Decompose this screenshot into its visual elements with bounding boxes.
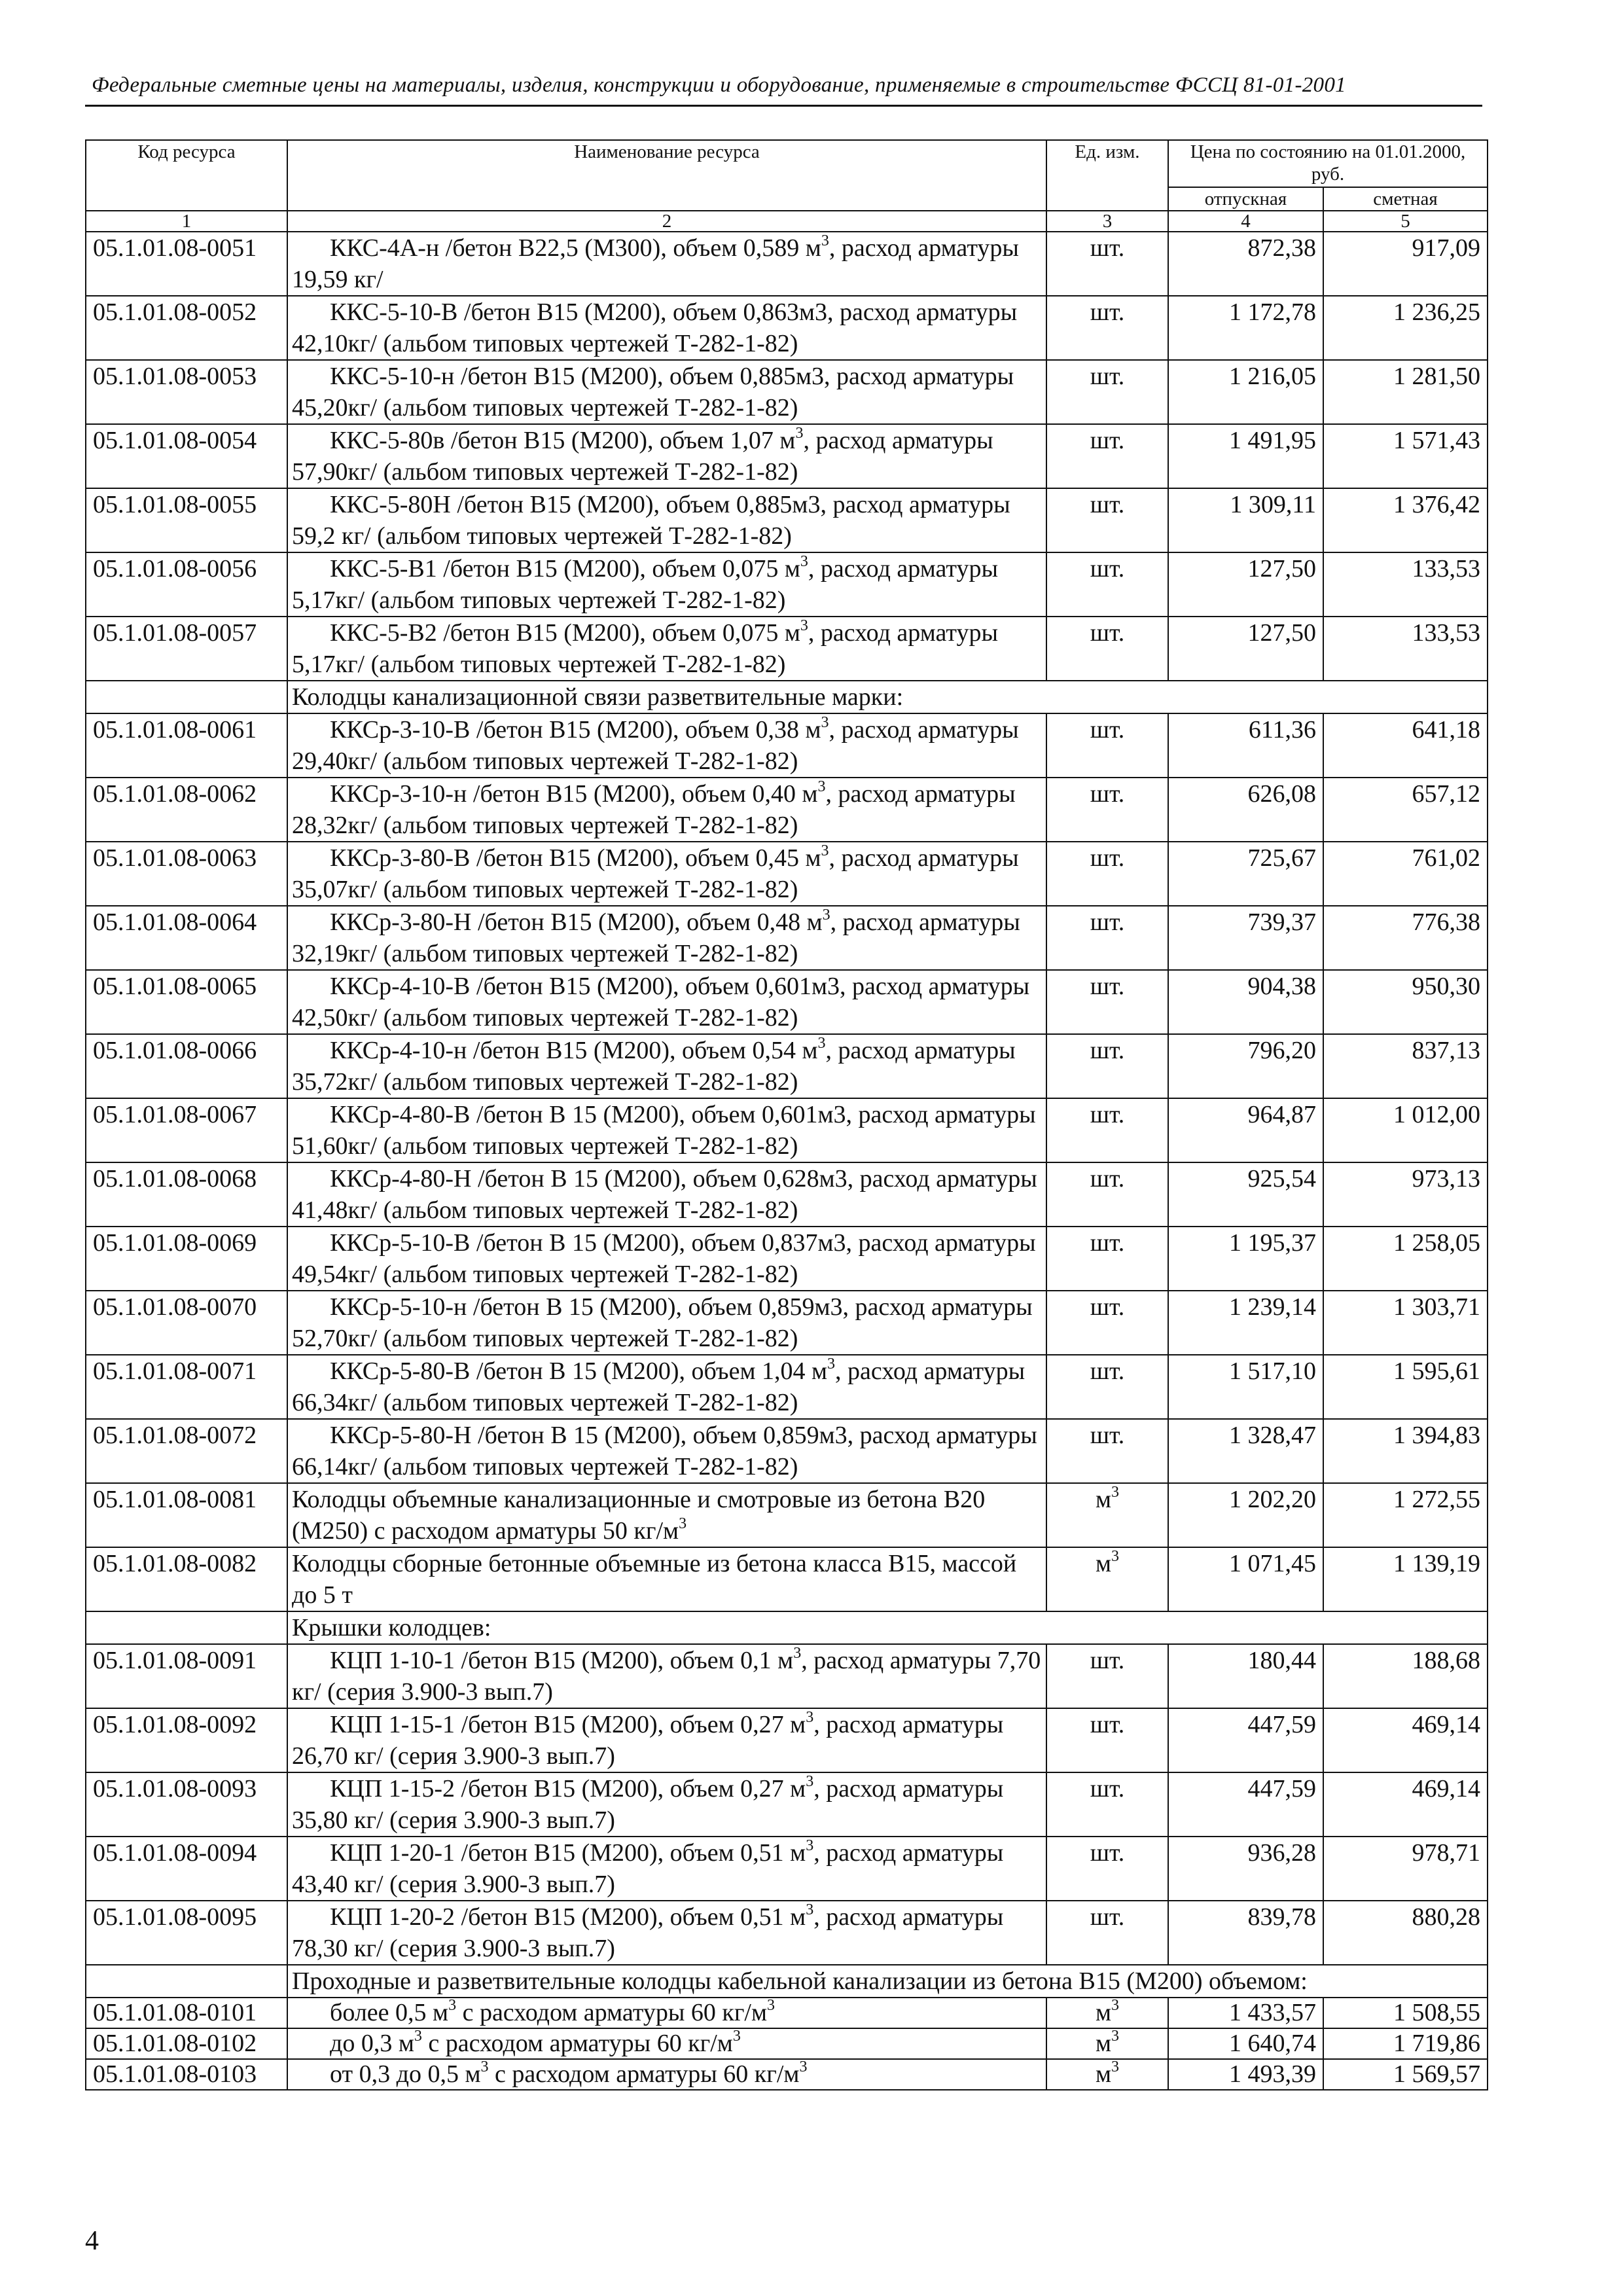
resource-code: 05.1.01.08-0092 xyxy=(86,1708,287,1772)
price-release: 180,44 xyxy=(1168,1644,1323,1708)
resource-name xyxy=(287,1998,1046,2028)
resource-unit: шт. xyxy=(1046,1708,1168,1772)
price-estimate: 978,71 xyxy=(1323,1837,1488,1901)
table-row xyxy=(86,1034,1488,1098)
price-release: 936,28 xyxy=(1168,1837,1323,1901)
price-release: 1 433,57 xyxy=(1168,1998,1323,2028)
table-row xyxy=(86,1162,1488,1227)
price-release: 1 239,14 xyxy=(1168,1291,1323,1355)
resource-name xyxy=(287,1291,1046,1355)
column-number: 2 xyxy=(287,211,1046,232)
resource-name-text: КЦП 1-15-1 /бетон В15 (М200), объем 0,27 $м^3$, расход арматуры 26,70 кг/ (серия 3.900-3 вып.7) xyxy=(292,1709,1004,1770)
price-estimate: 917,09 xyxy=(1323,232,1488,296)
price-release: 447,59 xyxy=(1168,1708,1323,1772)
section-code-cell xyxy=(86,1965,287,1998)
resource-unit: шт. xyxy=(1046,1227,1168,1291)
section-title: Проходные и разветвительные колодцы кабельной канализации из бетона В15 (М200) объемом: xyxy=(287,1965,1488,1998)
resource-unit: шт. xyxy=(1046,1772,1168,1837)
price-estimate: 1 376,42 xyxy=(1323,488,1488,552)
resource-code: 05.1.01.08-0101 xyxy=(86,1998,287,2028)
resource-name xyxy=(287,1355,1046,1419)
resource-name-text: ККС-5-В1 /бетон В15 (М200), объем 0,075 $м^3$, расход арматуры 5,17кг/ (альбом типовых чертежей Т-282-1-82) xyxy=(292,553,999,614)
resource-unit: шт. xyxy=(1046,617,1168,681)
price-estimate: 880,28 xyxy=(1323,1901,1488,1965)
resource-name xyxy=(287,488,1046,552)
table-row xyxy=(86,488,1488,552)
price-estimate: 133,53 xyxy=(1323,617,1488,681)
resource-name-text: ККСр-4-10-н /бетон В15 (М200), объем 0,54 $м^3$, расход арматуры 35,72кг/ (альбом типовых чертежей Т-282-1-82) xyxy=(292,1035,1016,1096)
resource-name-text: ККС-5-В2 /бетон В15 (М200), объем 0,075 $м^3$, расход арматуры 5,17кг/ (альбом типовых чертежей Т-282-1-82) xyxy=(292,617,999,678)
section-code-cell xyxy=(86,1611,287,1644)
resource-name-text: более 0,5 $м^3$ с расходом арматуры 60 $кг/м^3$ xyxy=(330,1997,776,2026)
table-row xyxy=(86,1644,1488,1708)
resource-name xyxy=(287,232,1046,296)
resource-name-text: ККСр-5-80-В /бетон В 15 (М200), объем 1,04 $м^3$, расход арматуры 66,34кг/ (альбом типовых чертежей Т-282-1-82) xyxy=(292,1355,1026,1416)
table-row xyxy=(86,2028,1488,2059)
resource-name-text: ККСр-3-80-В /бетон В15 (М200), объем 0,45 $м^3$, расход арматуры 35,07кг/ (альбом типовых чертежей Т-282-1-82) xyxy=(292,842,1019,903)
price-table xyxy=(85,139,1488,2090)
resource-unit: шт. xyxy=(1046,1901,1168,1965)
resource-name xyxy=(287,1483,1046,1547)
column-number: 5 xyxy=(1323,211,1488,232)
price-estimate: 761,02 xyxy=(1323,842,1488,906)
price-estimate: 1 569,57 xyxy=(1323,2059,1488,2090)
resource-name-text: ККС-5-10-н /бетон В15 (М200), объем 0,885м3, расход арматуры 45,20кг/ (альбом типовых чертежей Т-282-1-82) xyxy=(292,363,1014,422)
resource-name xyxy=(287,1547,1046,1611)
resource-code: 05.1.01.08-0063 xyxy=(86,842,287,906)
resource-unit: шт. xyxy=(1046,970,1168,1034)
page-number: 4 xyxy=(85,2226,99,2256)
resource-name xyxy=(287,617,1046,681)
table-row xyxy=(86,424,1488,488)
resource-name xyxy=(287,1227,1046,1291)
table-row xyxy=(86,2059,1488,2090)
price-estimate: 1 236,25 xyxy=(1323,296,1488,360)
resource-name xyxy=(287,1837,1046,1901)
resource-code: 05.1.01.08-0062 xyxy=(86,778,287,842)
price-release: 1 493,39 xyxy=(1168,2059,1323,2090)
running-header: Федеральные сметные цены на материалы, изделия, конструкции и оборудование, применяемые в строительстве ФССЦ 81-01-2001 xyxy=(92,73,1346,97)
resource-name-text: ККСр-3-10-В /бетон В15 (М200), объем 0,38 $м^3$, расход арматуры 29,40кг/ (альбом типовых чертежей Т-282-1-82) xyxy=(292,714,1019,775)
table-row xyxy=(86,842,1488,906)
resource-code: 05.1.01.08-0053 xyxy=(86,360,287,424)
resource-unit: шт. xyxy=(1046,906,1168,970)
resource-name-text: ККСр-3-80-Н /бетон В15 (М200), объем 0,48 $м^3$, расход арматуры 32,19кг/ (альбом типовых чертежей Т-282-1-82) xyxy=(292,906,1020,967)
resource-code: 05.1.01.08-0068 xyxy=(86,1162,287,1227)
resource-unit: шт. xyxy=(1046,232,1168,296)
price-release: 839,78 xyxy=(1168,1901,1323,1965)
resource-unit: шт. xyxy=(1046,1162,1168,1227)
resource-unit: шт. xyxy=(1046,424,1168,488)
resource-name-text: ККСр-4-80-Н /бетон В 15 (М200), объем 0,628м3, расход арматуры 41,48кг/ (альбом типовых чертежей Т-282-1-82) xyxy=(292,1165,1037,1224)
price-estimate: 1 595,61 xyxy=(1323,1355,1488,1419)
resource-code: 05.1.01.08-0094 xyxy=(86,1837,287,1901)
column-number: 1 xyxy=(86,211,287,232)
table-row xyxy=(86,778,1488,842)
resource-code: 05.1.01.08-0055 xyxy=(86,488,287,552)
section-code-cell xyxy=(86,681,287,713)
resource-name xyxy=(287,1708,1046,1772)
resource-unit: шт. xyxy=(1046,1034,1168,1098)
table-row xyxy=(86,1547,1488,1611)
price-estimate: 1 571,43 xyxy=(1323,424,1488,488)
resource-unit: шт. xyxy=(1046,778,1168,842)
price-estimate: 188,68 xyxy=(1323,1644,1488,1708)
header-rule xyxy=(85,105,1482,107)
price-release: 1 071,45 xyxy=(1168,1547,1323,1611)
resource-code: 05.1.01.08-0052 xyxy=(86,296,287,360)
price-release: 1 172,78 xyxy=(1168,296,1323,360)
resource-code: 05.1.01.08-0069 xyxy=(86,1227,287,1291)
resource-code: 05.1.01.08-0054 xyxy=(86,424,287,488)
price-release: 127,50 xyxy=(1168,617,1323,681)
price-release: 725,67 xyxy=(1168,842,1323,906)
table-row xyxy=(86,1483,1488,1547)
price-estimate: 133,53 xyxy=(1323,552,1488,617)
resource-name xyxy=(287,970,1046,1034)
resource-name-text: ККСр-4-10-В /бетон В15 (М200), объем 0,601м3, расход арматуры 42,50кг/ (альбом типовых чертежей Т-282-1-82) xyxy=(292,973,1030,1031)
resource-name-text: ККСр-5-10-В /бетон В 15 (М200), объем 0,837м3, расход арматуры 49,54кг/ (альбом типовых чертежей Т-282-1-82) xyxy=(292,1229,1036,1288)
table-row xyxy=(86,713,1488,778)
price-release: 127,50 xyxy=(1168,552,1323,617)
column-number: 4 xyxy=(1168,211,1323,232)
table-row xyxy=(86,1227,1488,1291)
price-estimate: 1 139,19 xyxy=(1323,1547,1488,1611)
resource-code: 05.1.01.08-0072 xyxy=(86,1419,287,1483)
resource-unit: $м^3$ xyxy=(1046,1998,1168,2028)
resource-unit: $м^3$ xyxy=(1046,1483,1168,1547)
table-row xyxy=(86,360,1488,424)
section-row xyxy=(86,681,1488,713)
resource-name-text: от 0,3 до 0,5 $м^3$ с расходом арматуры 60 $кг/м^3$ xyxy=(330,2058,808,2088)
header-price-release: отпускная xyxy=(1168,187,1323,211)
section-row xyxy=(86,1965,1488,1998)
table-row xyxy=(86,232,1488,296)
price-estimate: 1 508,55 xyxy=(1323,1998,1488,2028)
resource-name xyxy=(287,2028,1046,2059)
price-release: 1 328,47 xyxy=(1168,1419,1323,1483)
price-release: 872,38 xyxy=(1168,232,1323,296)
resource-name xyxy=(287,1901,1046,1965)
price-estimate: 776,38 xyxy=(1323,906,1488,970)
price-estimate: 1 303,71 xyxy=(1323,1291,1488,1355)
table-row xyxy=(86,1098,1488,1162)
table-row xyxy=(86,1291,1488,1355)
price-estimate: 469,14 xyxy=(1323,1772,1488,1837)
resource-name-text: ККС-5-10-В /бетон В15 (М200), объем 0,863м3, расход арматуры 42,10кг/ (альбом типовых чертежей Т-282-1-82) xyxy=(292,298,1018,357)
resource-name xyxy=(287,2059,1046,2090)
price-estimate: 1 012,00 xyxy=(1323,1098,1488,1162)
resource-name-text: Колодцы сборные бетонные объемные из бетона класса В15, массой до 5 т xyxy=(292,1550,1017,1609)
price-release: 1 202,20 xyxy=(1168,1483,1323,1547)
price-release: 1 195,37 xyxy=(1168,1227,1323,1291)
header-price-group: Цена по состоянию на 01.01.2000, руб. xyxy=(1168,140,1488,187)
price-release: 626,08 xyxy=(1168,778,1323,842)
resource-unit: шт. xyxy=(1046,842,1168,906)
resource-name xyxy=(287,906,1046,970)
table-row xyxy=(86,1901,1488,1965)
resource-unit: шт. xyxy=(1046,296,1168,360)
table-row xyxy=(86,1708,1488,1772)
resource-unit: шт. xyxy=(1046,1644,1168,1708)
resource-unit: $м^3$ xyxy=(1046,2059,1168,2090)
price-estimate: 1 394,83 xyxy=(1323,1419,1488,1483)
resource-unit: шт. xyxy=(1046,713,1168,778)
price-release: 1 309,11 xyxy=(1168,488,1323,552)
resource-unit: $м^3$ xyxy=(1046,1547,1168,1611)
resource-code: 05.1.01.08-0082 xyxy=(86,1547,287,1611)
resource-code: 05.1.01.08-0065 xyxy=(86,970,287,1034)
price-release: 1 216,05 xyxy=(1168,360,1323,424)
resource-unit: шт. xyxy=(1046,360,1168,424)
resource-name-text: ККСр-5-80-Н /бетон В 15 (М200), объем 0,859м3, расход арматуры 66,14кг/ (альбом типовых чертежей Т-282-1-82) xyxy=(292,1422,1037,1480)
header-name: Наименование ресурса xyxy=(287,140,1046,211)
resource-name xyxy=(287,1034,1046,1098)
resource-name xyxy=(287,778,1046,842)
resource-name xyxy=(287,1772,1046,1837)
resource-code: 05.1.01.08-0056 xyxy=(86,552,287,617)
table-row xyxy=(86,1419,1488,1483)
price-release: 1 640,74 xyxy=(1168,2028,1323,2059)
price-estimate: 1 258,05 xyxy=(1323,1227,1488,1291)
resource-name-text: ККС-5-80в /бетон В15 (М200), объем 1,07 $м^3$, расход арматуры 57,90кг/ (альбом типовых чертежей Т-282-1-82) xyxy=(292,425,993,486)
resource-code: 05.1.01.08-0070 xyxy=(86,1291,287,1355)
resource-name-text: КЦП 1-10-1 /бетон В15 (М200), объем 0,1 $м^3$, расход арматуры 7,70 кг/ (серия 3.900-3 вып.7) xyxy=(292,1645,1041,1706)
resource-name xyxy=(287,1644,1046,1708)
table-row xyxy=(86,617,1488,681)
resource-code: 05.1.01.08-0095 xyxy=(86,1901,287,1965)
resource-unit: $м^3$ xyxy=(1046,2028,1168,2059)
price-release: 447,59 xyxy=(1168,1772,1323,1837)
table-row xyxy=(86,1837,1488,1901)
resource-name xyxy=(287,1098,1046,1162)
price-release: 611,36 xyxy=(1168,713,1323,778)
resource-name-text: Колодцы объемные канализационные и смотровые из бетона В20 (М250) с расходом арматуры 50 $кг/м^3$ xyxy=(292,1486,986,1545)
resource-name-text: ККС-5-80Н /бетон В15 (М200), объем 0,885м3, расход арматуры 59,2 кг/ (альбом типовых чертежей Т-282-1-82) xyxy=(292,491,1010,550)
resource-code: 05.1.01.08-0091 xyxy=(86,1644,287,1708)
table-row xyxy=(86,1355,1488,1419)
section-title: Крышки колодцев: xyxy=(287,1611,1488,1644)
resource-name xyxy=(287,360,1046,424)
resource-name-text: ККСр-4-80-В /бетон В 15 (М200), объем 0,601м3, расход арматуры 51,60кг/ (альбом типовых чертежей Т-282-1-82) xyxy=(292,1101,1036,1160)
resource-code: 05.1.01.08-0081 xyxy=(86,1483,287,1547)
resource-name xyxy=(287,1162,1046,1227)
resource-unit: шт. xyxy=(1046,552,1168,617)
header-code: Код ресурса xyxy=(86,140,287,211)
table-row xyxy=(86,1998,1488,2028)
resource-code: 05.1.01.08-0093 xyxy=(86,1772,287,1837)
resource-unit: шт. xyxy=(1046,1098,1168,1162)
resource-unit: шт. xyxy=(1046,1419,1168,1483)
price-estimate: 1 272,55 xyxy=(1323,1483,1488,1547)
price-release: 1 517,10 xyxy=(1168,1355,1323,1419)
resource-name-text: ККСр-5-10-н /бетон В 15 (М200), объем 0,859м3, расход арматуры 52,70кг/ (альбом типовых чертежей Т-282-1-82) xyxy=(292,1293,1033,1352)
resource-name-text: до 0,3 $м^3$ с расходом арматуры 60 $кг/м^3$ xyxy=(330,2028,741,2057)
price-estimate: 973,13 xyxy=(1323,1162,1488,1227)
price-estimate: 657,12 xyxy=(1323,778,1488,842)
table-body xyxy=(86,232,1488,2090)
table-row xyxy=(86,552,1488,617)
resource-name xyxy=(287,1419,1046,1483)
price-release: 1 491,95 xyxy=(1168,424,1323,488)
price-estimate: 1 281,50 xyxy=(1323,360,1488,424)
resource-code: 05.1.01.08-0102 xyxy=(86,2028,287,2059)
resource-code: 05.1.01.08-0103 xyxy=(86,2059,287,2090)
resource-unit: шт. xyxy=(1046,1291,1168,1355)
resource-name xyxy=(287,296,1046,360)
resource-name-text: КЦП 1-15-2 /бетон В15 (М200), объем 0,27 $м^3$, расход арматуры 35,80 кг/ (серия 3.900-3 вып.7) xyxy=(292,1773,1004,1834)
header-unit: Ед. изм. xyxy=(1046,140,1168,211)
price-estimate: 837,13 xyxy=(1323,1034,1488,1098)
resource-name-text: КЦП 1-20-2 /бетон В15 (М200), объем 0,51 $м^3$, расход арматуры 78,30 кг/ (серия 3.900-3 вып.7) xyxy=(292,1901,1004,1962)
section-title: Колодцы канализационной связи разветвительные марки: xyxy=(287,681,1488,713)
price-estimate: 469,14 xyxy=(1323,1708,1488,1772)
resource-code: 05.1.01.08-0067 xyxy=(86,1098,287,1162)
section-row xyxy=(86,1611,1488,1644)
resource-code: 05.1.01.08-0051 xyxy=(86,232,287,296)
price-estimate: 641,18 xyxy=(1323,713,1488,778)
price-release: 739,37 xyxy=(1168,906,1323,970)
table-row xyxy=(86,1772,1488,1837)
resource-unit: шт. xyxy=(1046,1837,1168,1901)
column-number-row xyxy=(86,211,1488,232)
resource-name xyxy=(287,424,1046,488)
table-row xyxy=(86,296,1488,360)
resource-code: 05.1.01.08-0064 xyxy=(86,906,287,970)
resource-name xyxy=(287,713,1046,778)
price-release: 925,54 xyxy=(1168,1162,1323,1227)
price-estimate: 950,30 xyxy=(1323,970,1488,1034)
price-release: 796,20 xyxy=(1168,1034,1323,1098)
price-release: 904,38 xyxy=(1168,970,1323,1034)
resource-unit: шт. xyxy=(1046,488,1168,552)
resource-code: 05.1.01.08-0057 xyxy=(86,617,287,681)
header-price-estimate: сметная xyxy=(1323,187,1488,211)
resource-name xyxy=(287,552,1046,617)
resource-code: 05.1.01.08-0061 xyxy=(86,713,287,778)
resource-name-text: ККС-4А-н /бетон В22,5 (М300), объем 0,589 $м^3$, расход арматуры 19,59 кг/ xyxy=(292,232,1019,293)
resource-name-text: ККСр-3-10-н /бетон В15 (М200), объем 0,40 $м^3$, расход арматуры 28,32кг/ (альбом типовых чертежей Т-282-1-82) xyxy=(292,778,1016,839)
resource-name xyxy=(287,842,1046,906)
column-number: 3 xyxy=(1046,211,1168,232)
resource-name-text: КЦП 1-20-1 /бетон В15 (М200), объем 0,51 $м^3$, расход арматуры 43,40 кг/ (серия 3.900-3 вып.7) xyxy=(292,1837,1004,1898)
price-release: 964,87 xyxy=(1168,1098,1323,1162)
table-row xyxy=(86,970,1488,1034)
resource-code: 05.1.01.08-0066 xyxy=(86,1034,287,1098)
table-row xyxy=(86,906,1488,970)
price-estimate: 1 719,86 xyxy=(1323,2028,1488,2059)
resource-unit: шт. xyxy=(1046,1355,1168,1419)
resource-code: 05.1.01.08-0071 xyxy=(86,1355,287,1419)
